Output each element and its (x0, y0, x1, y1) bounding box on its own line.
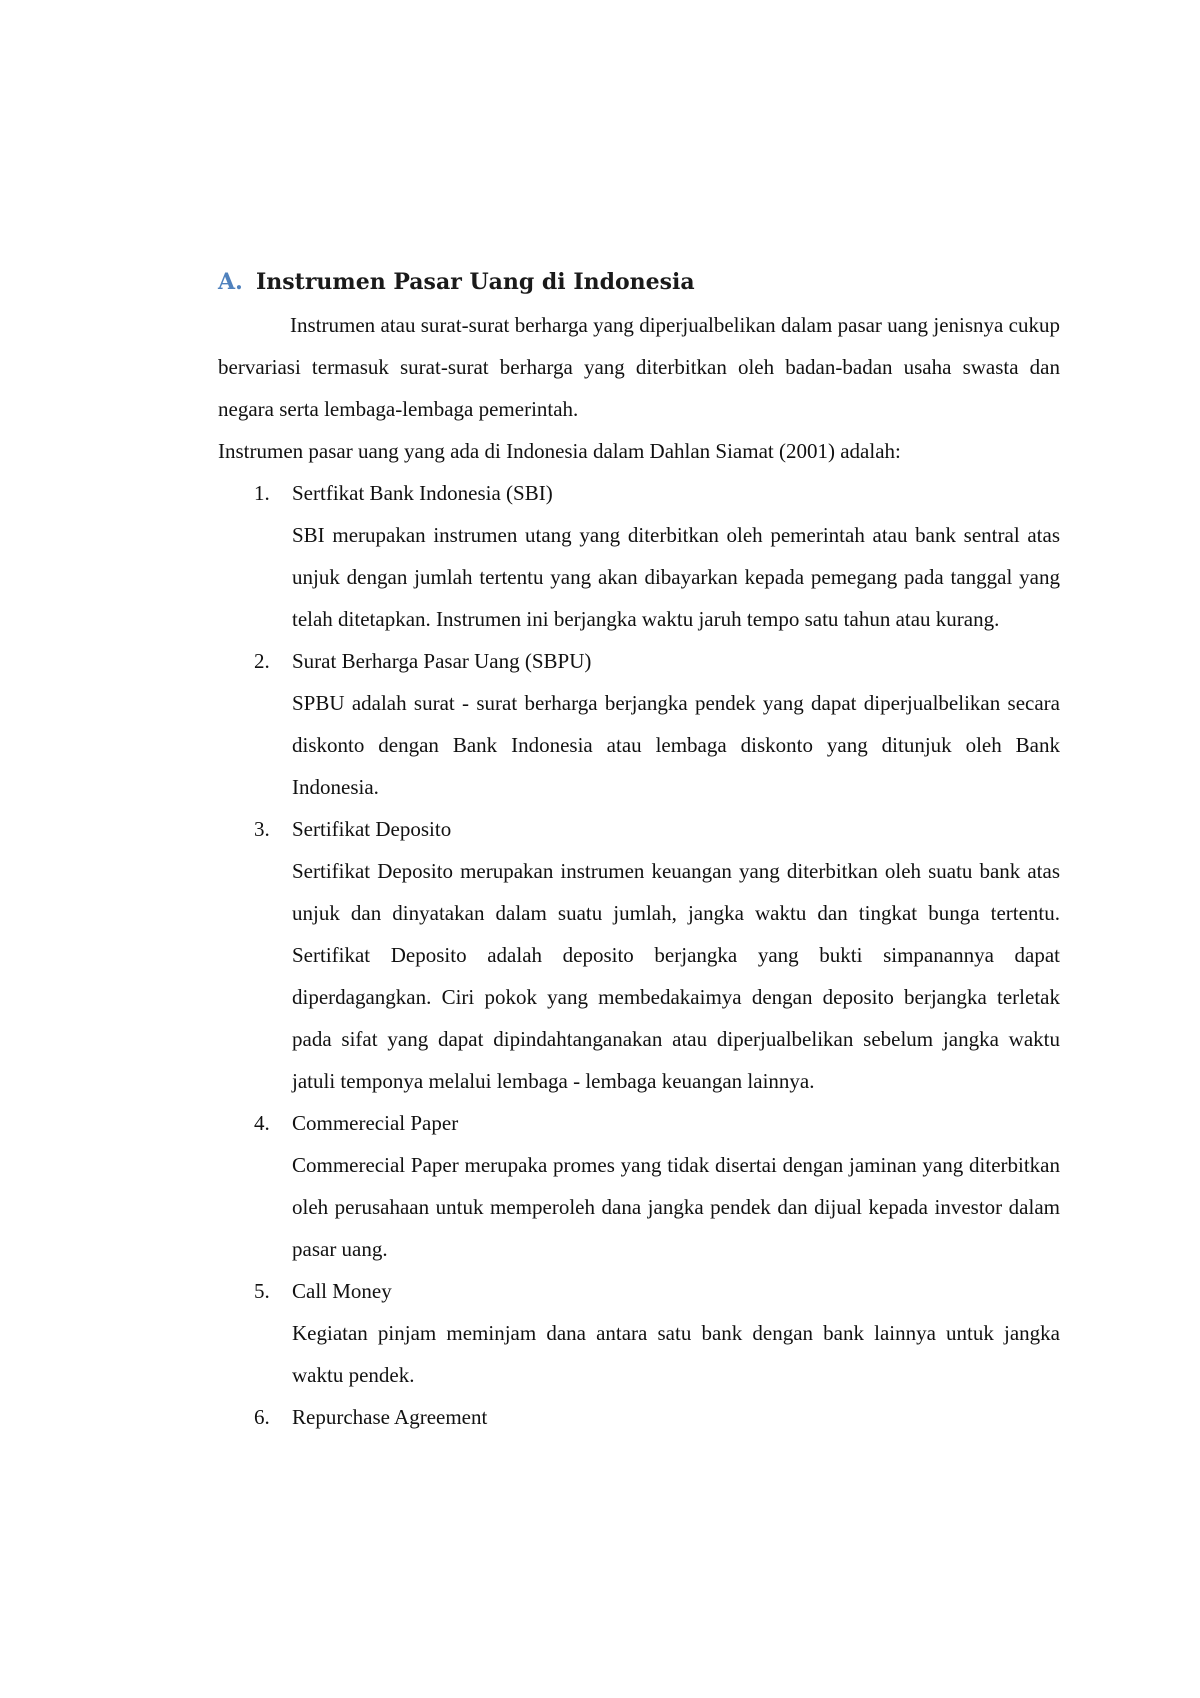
item-description: Sertifikat Deposito merupakan instrumen keuangan yang diterbitkan oleh suatu bank atas unjuk dan dinyatakan dalam suatu jumlah, jangka waktu dan tingkat bunga tertentu. Sertifikat Deposito adalah deposito berjangka yang bukti simpanannya dapat diperdagangkan. Ciri pokok yang membedakaimya dengan deposito berjangka terletak pada sifat yang dapat dipindahtanganakan atau diperjualbelikan sebelum jangka waktu jatuli temponya melalui lembaga - lembaga keuangan lainnya. (292, 859, 1060, 1093)
item-number: 2. (254, 649, 270, 673)
item-title: Surat Berharga Pasar Uang (SBPU) (292, 649, 592, 673)
item-title: Sertfikat Bank Indonesia (SBI) (292, 481, 553, 505)
instrument-list (218, 472, 1060, 1438)
item-number: 5. (254, 1279, 270, 1303)
item-title: Commerecial Paper (292, 1111, 459, 1135)
section-heading (218, 262, 1060, 302)
list-item (218, 472, 1060, 640)
item-description: SBI merupakan instrumen utang yang diterbitkan oleh pemerintah atau bank sentral atas unjuk dengan jumlah tertentu yang akan dibayarkan kepada pemegang pada tanggal yang telah ditetapkan. Instrumen ini berjangka waktu jaruh tempo satu tahun atau kurang. (292, 523, 1060, 631)
lead-paragraph: Instrumen pasar uang yang ada di Indonesia dalam Dahlan Siamat (2001) adalah: (218, 439, 901, 463)
item-number: 1. (254, 481, 270, 505)
item-title: Call Money (292, 1279, 392, 1303)
item-number: 3. (254, 817, 270, 841)
item-title: Repurchase Agreement (292, 1405, 488, 1429)
item-number: 6. (254, 1405, 270, 1429)
list-item (218, 640, 1060, 808)
item-description: SPBU adalah surat - surat berharga berjangka pendek yang dapat diperjualbelikan secara diskonto dengan Bank Indonesia atau lembaga diskonto yang ditunjuk oleh Bank Indonesia. (292, 691, 1060, 799)
list-item (218, 1396, 1060, 1438)
intro-paragraph: Instrumen atau surat-surat berharga yang diperjualbelikan dalam pasar uang jenisnya cukup bervariasi termasuk surat-surat berharga yang diterbitkan oleh badan-badan usaha swasta dan negara serta lembaga-lembaga pemerintah. (218, 313, 1060, 421)
item-description: Commerecial Paper merupaka promes yang tidak disertai dengan jaminan yang diterbitkan oleh perusahaan untuk memperoleh dana jangka pendek dan dijual kepada investor dalam pasar uang. (292, 1153, 1060, 1261)
list-item (218, 1102, 1060, 1270)
section-title: Instrumen Pasar Uang di Indonesia (256, 269, 695, 295)
list-item (218, 1270, 1060, 1396)
item-title: Sertifikat Deposito (292, 817, 452, 841)
document-content (218, 262, 1060, 1438)
list-item (218, 808, 1060, 1102)
section-letter: A. (218, 269, 243, 295)
item-number: 4. (254, 1111, 270, 1135)
item-description: Kegiatan pinjam meminjam dana antara satu bank dengan bank lainnya untuk jangka waktu pendek. (292, 1321, 1060, 1387)
